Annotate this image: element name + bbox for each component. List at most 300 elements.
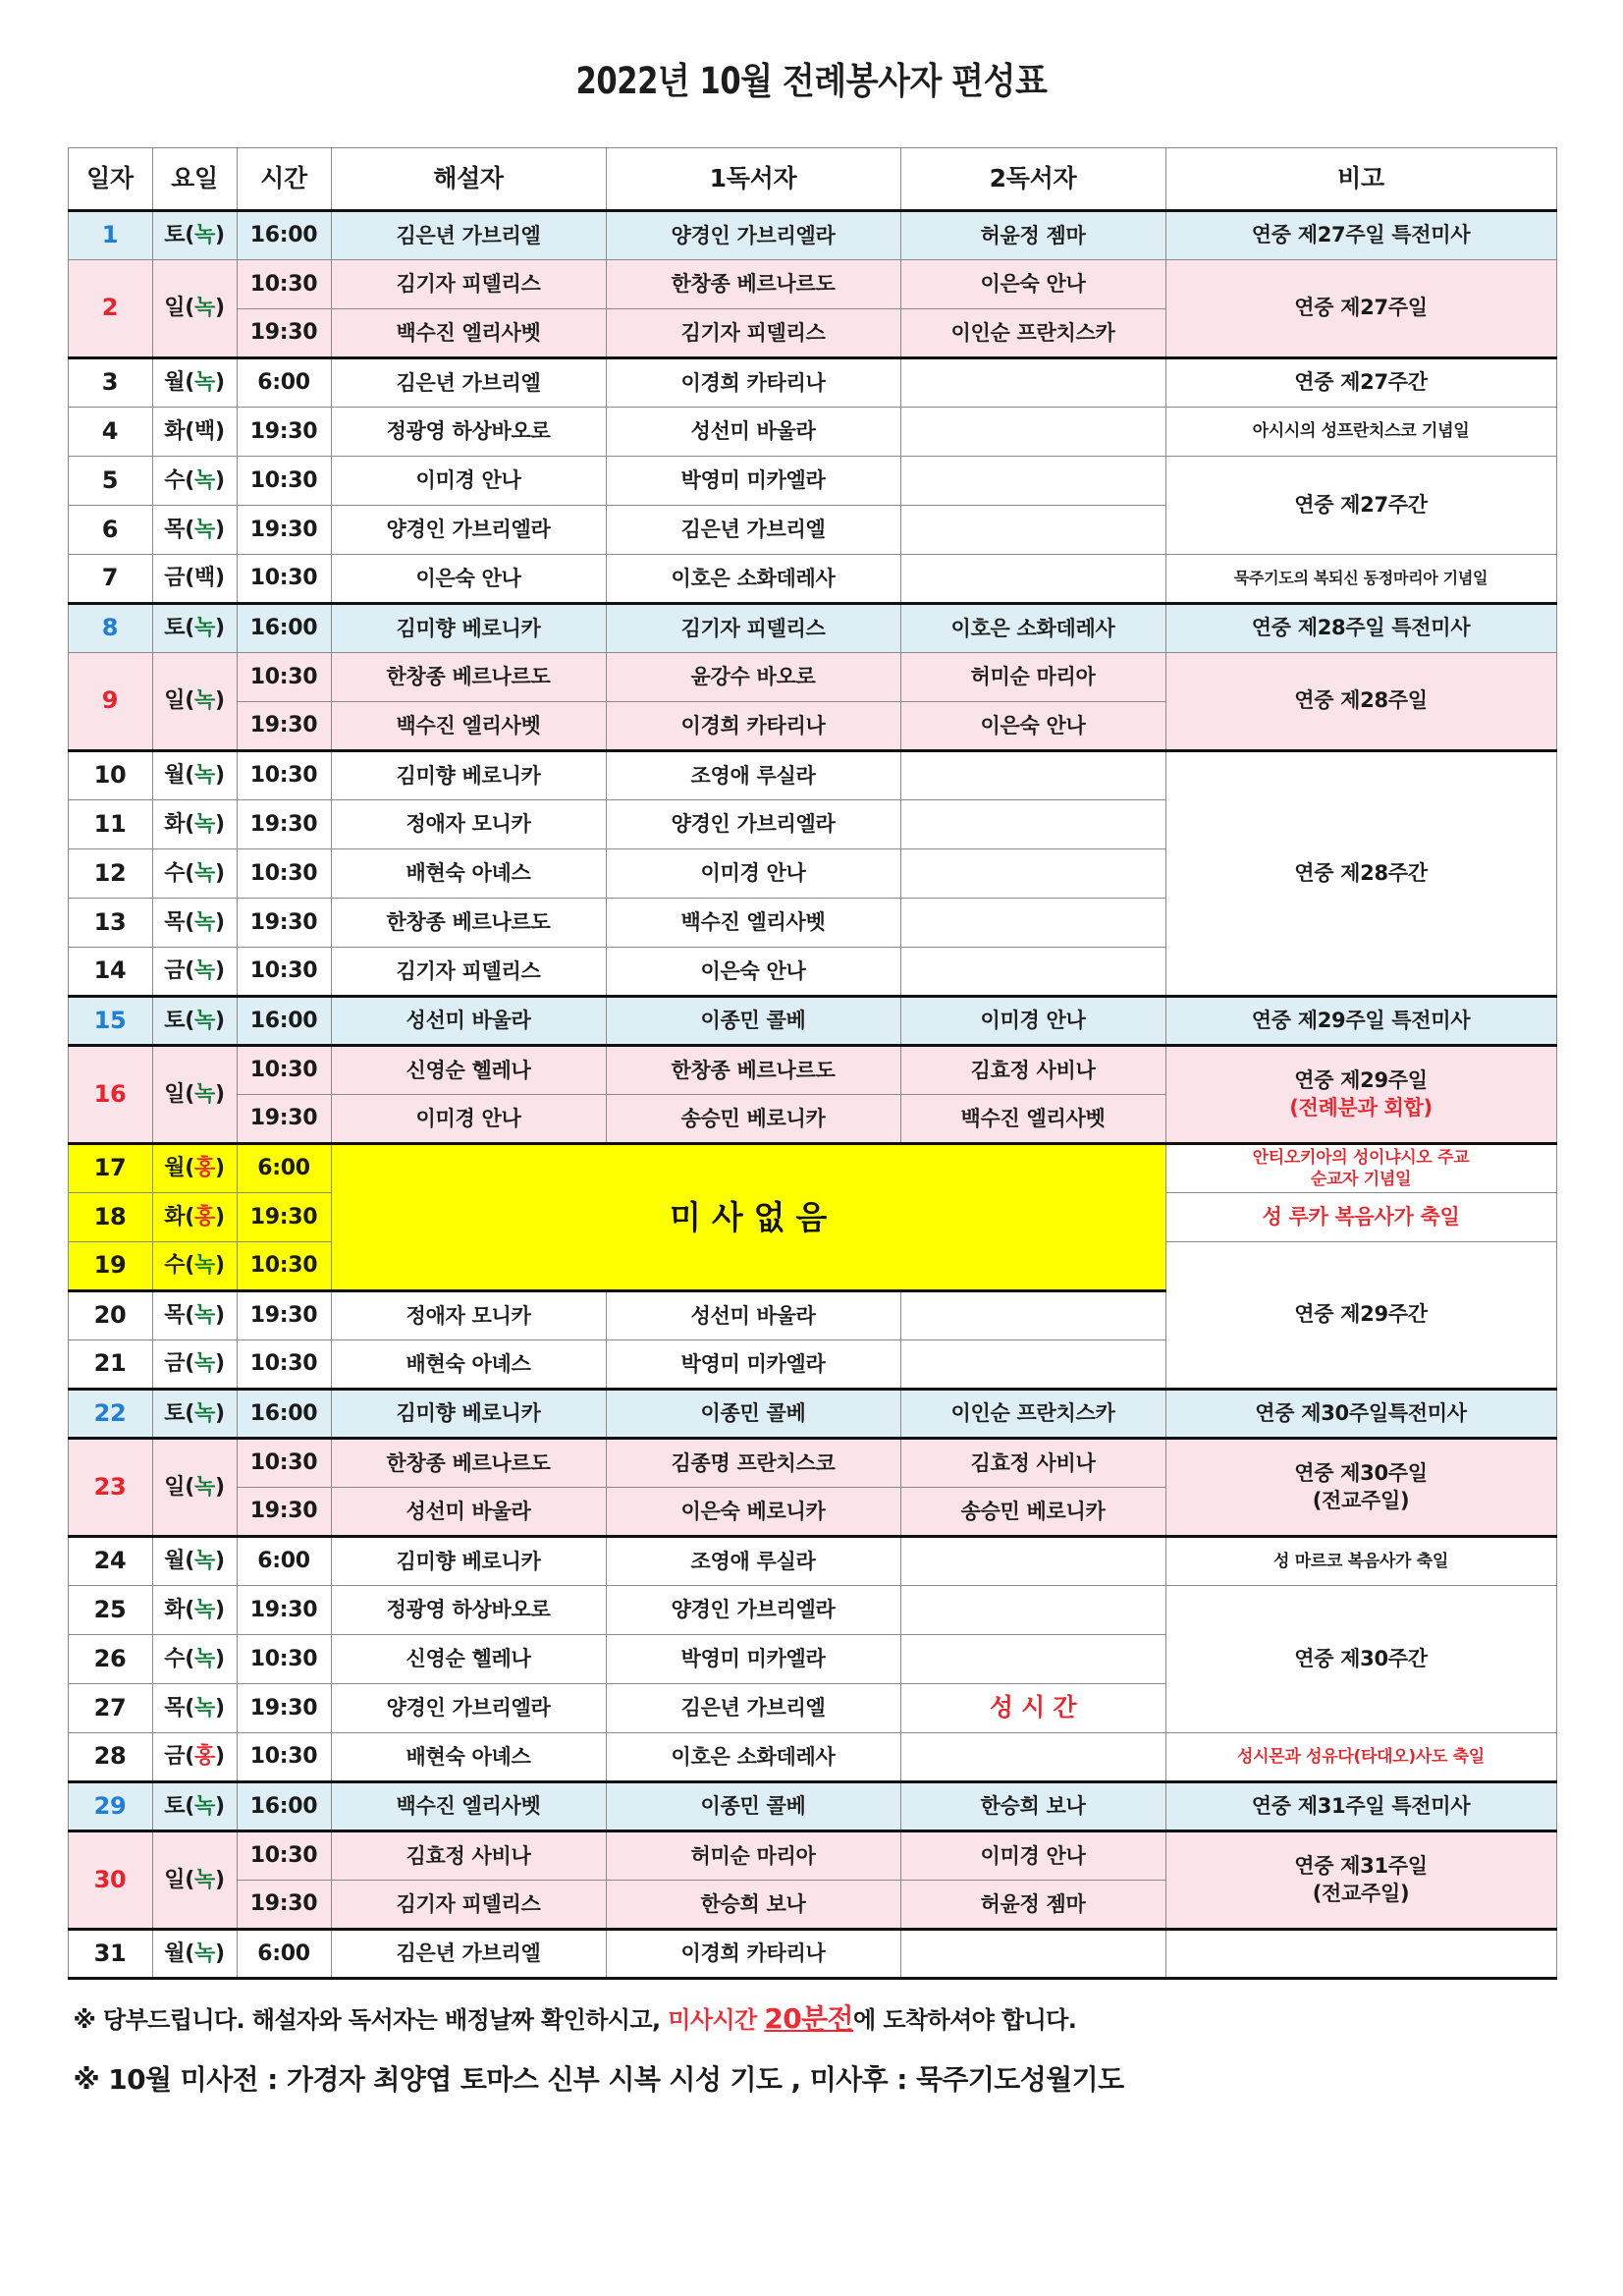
dow-close-paren: ) (214, 1549, 225, 1574)
table-body (68, 211, 1556, 1979)
cell-reader2 (900, 358, 1165, 408)
cell-time: 10:30 (237, 1635, 331, 1684)
liturgical-color-label: 녹 (194, 1793, 215, 1819)
cell-narrator: 김기자 피델리스 (331, 948, 606, 997)
liturgical-color-label: 홍 (194, 1204, 215, 1230)
liturgical-color-label: 녹 (194, 1474, 215, 1500)
note-line1: 연중 제31주일 (1294, 1854, 1428, 1879)
cell-time: 19:30 (237, 1291, 331, 1340)
cell-narrator: 김미향 베로니카 (331, 1390, 606, 1439)
table-row (68, 1586, 1556, 1635)
liturgical-color-label: 녹 (194, 1549, 215, 1574)
footer-notes (68, 1980, 1556, 2098)
cell-reader2 (900, 899, 1165, 948)
dow-day: 일 (164, 688, 186, 714)
dow-close-paren: ) (214, 1793, 225, 1819)
dow-day: 목 (164, 1303, 186, 1329)
cell-note (1165, 457, 1556, 555)
dow-close-paren: ) (214, 1008, 225, 1033)
cell-reader1: 조영애 루실라 (606, 1537, 900, 1586)
liturgical-color-label: 녹 (194, 1597, 215, 1622)
dow-open-paren: ( (185, 1744, 194, 1770)
cell-day-of-week (152, 1242, 237, 1291)
dow-close-paren: ) (214, 296, 225, 321)
cell-reader1: 윤강수 바오로 (606, 653, 900, 702)
cell-reader1: 양경인 가브리엘라 (606, 800, 900, 849)
note-line1: 연중 제30주간 (1294, 1646, 1428, 1670)
cell-narrator: 성선미 바울라 (331, 997, 606, 1046)
dow-close-paren: ) (214, 1646, 225, 1671)
cell-day-of-week (152, 849, 237, 899)
liturgical-color-label: 녹 (194, 860, 215, 886)
cell-narrator: 김은년 가브리엘 (331, 1930, 606, 1979)
cell-reader2 (900, 1635, 1165, 1684)
cell-date: 6 (68, 506, 152, 555)
note-line1: 연중 제29주일 (1294, 1068, 1428, 1093)
cell-date: 31 (68, 1930, 152, 1979)
cell-reader1: 박영미 미카엘라 (606, 1340, 900, 1390)
cell-narrator: 김기자 피델리스 (331, 260, 606, 309)
cell-reader1: 성선미 바울라 (606, 1291, 900, 1340)
cell-time: 10:30 (237, 1831, 331, 1881)
dow-close-paren: ) (214, 1744, 225, 1770)
cell-day-of-week (152, 260, 237, 358)
dow-day: 월 (164, 763, 186, 789)
cell-reader2: 허윤정 젬마 (900, 211, 1165, 260)
table-row (68, 211, 1556, 260)
footer-note-arrival-text2: 에 도착하셔야 합니다. (853, 2006, 1077, 2034)
cell-time: 16:00 (237, 211, 331, 260)
note-line1: 연중 제28주일 특전미사 (1251, 616, 1471, 640)
cell-day-of-week (152, 358, 237, 408)
cell-narrator: 정애자 모니카 (331, 800, 606, 849)
cell-reader1: 김은년 가브리엘 (606, 506, 900, 555)
cell-date: 22 (68, 1390, 152, 1439)
cell-narrator: 정애자 모니카 (331, 1291, 606, 1340)
dow-day: 토 (164, 616, 186, 641)
dow-open-paren: ( (185, 1549, 194, 1574)
cell-time: 19:30 (237, 1193, 331, 1242)
cell-time: 10:30 (237, 849, 331, 899)
dow-open-paren: ( (185, 296, 194, 321)
table-row (68, 1733, 1556, 1782)
cell-day-of-week (152, 1782, 237, 1831)
column-header-date: 일자 (68, 148, 152, 211)
cell-reader2: 이은숙 안나 (900, 702, 1165, 751)
cell-note (1165, 604, 1556, 653)
cell-date: 17 (68, 1144, 152, 1193)
cell-reader1: 양경인 가브리엘라 (606, 211, 900, 260)
note-line2: (전교주일) (1312, 1488, 1410, 1512)
cell-date: 11 (68, 800, 152, 849)
note-line1: 성시몬과 성유다(타대오)사도 축일 (1237, 1746, 1485, 1767)
dow-close-paren: ) (214, 1941, 225, 1966)
cell-reader2: 송승민 베로니카 (900, 1488, 1165, 1537)
cell-date: 2 (68, 260, 152, 358)
cell-reader1: 조영애 루실라 (606, 751, 900, 800)
table-row (68, 751, 1556, 800)
dow-open-paren: ( (185, 860, 194, 886)
dow-day: 화 (164, 1204, 186, 1230)
table-row (68, 457, 1556, 506)
liturgical-color-label: 녹 (194, 1400, 215, 1426)
liturgical-color-label: 녹 (194, 517, 215, 542)
dow-day: 일 (164, 1081, 186, 1107)
dow-day: 월 (164, 1941, 186, 1966)
dow-day: 토 (164, 1793, 186, 1819)
cell-narrator: 신영순 헬레나 (331, 1046, 606, 1095)
dow-open-paren: ( (185, 370, 194, 396)
column-header-reader1: 1독서자 (606, 148, 900, 211)
cell-time: 10:30 (237, 1733, 331, 1782)
dow-day: 화 (164, 418, 186, 444)
cell-reader1: 이경희 카타리나 (606, 358, 900, 408)
cell-date: 5 (68, 457, 152, 506)
liturgical-color-label: 백 (194, 418, 215, 444)
cell-narrator: 김은년 가브리엘 (331, 211, 606, 260)
dow-open-paren: ( (185, 1253, 194, 1279)
cell-note (1165, 1193, 1556, 1242)
cell-day-of-week (152, 1586, 237, 1635)
dow-open-paren: ( (185, 1400, 194, 1426)
dow-day: 수 (164, 1253, 186, 1279)
dow-open-paren: ( (185, 1793, 194, 1819)
cell-date: 24 (68, 1537, 152, 1586)
dow-open-paren: ( (185, 1474, 194, 1500)
cell-time: 10:30 (237, 653, 331, 702)
note-line1: 연중 제29주간 (1294, 1302, 1428, 1327)
dow-close-paren: ) (214, 223, 225, 248)
dow-day: 화 (164, 811, 186, 837)
cell-reader1: 이호은 소화데레사 (606, 555, 900, 604)
liturgical-color-label: 녹 (194, 1867, 215, 1892)
cell-reader2 (900, 457, 1165, 506)
cell-narrator: 양경인 가브리엘라 (331, 506, 606, 555)
cell-reader2 (900, 1733, 1165, 1782)
cell-date: 28 (68, 1733, 152, 1782)
cell-time: 16:00 (237, 604, 331, 653)
liturgical-color-label: 녹 (194, 958, 215, 984)
cell-reader1: 김기자 피델리스 (606, 309, 900, 358)
note-line1: 연중 제27주간 (1294, 492, 1428, 517)
cell-date: 25 (68, 1586, 152, 1635)
cell-time: 16:00 (237, 1390, 331, 1439)
table-row (68, 1046, 1556, 1095)
cell-date: 30 (68, 1831, 152, 1930)
cell-day-of-week (152, 899, 237, 948)
liturgical-color-label: 녹 (194, 1081, 215, 1107)
table-row (68, 997, 1556, 1046)
page-title: 2022년 10월 전례봉사자 편성표 (575, 60, 1048, 102)
dow-day: 목 (164, 517, 186, 542)
liturgical-color-label: 녹 (194, 811, 215, 837)
cell-narrator: 성선미 바울라 (331, 1488, 606, 1537)
cell-narrator: 이미경 안나 (331, 457, 606, 506)
cell-narrator: 양경인 가브리엘라 (331, 1684, 606, 1733)
liturgical-color-label: 녹 (194, 370, 215, 396)
dow-open-paren: ( (185, 1204, 194, 1230)
cell-reader1: 김은년 가브리엘 (606, 1684, 900, 1733)
cell-day-of-week (152, 1635, 237, 1684)
footer-note-masstime-label: 미사시간 (668, 2006, 765, 2034)
dow-close-paren: ) (214, 467, 225, 493)
liturgical-color-label: 홍 (194, 1744, 215, 1770)
cell-note (1165, 1046, 1556, 1144)
cell-reader2 (900, 1537, 1165, 1586)
note-line1: 연중 제30주일특전미사 (1255, 1400, 1467, 1425)
cell-time: 19:30 (237, 309, 331, 358)
cell-note (1165, 211, 1556, 260)
cell-reader1: 이미경 안나 (606, 849, 900, 899)
liturgical-color-label: 녹 (194, 1253, 215, 1279)
cell-time: 6:00 (237, 1144, 331, 1193)
liturgical-color-label: 녹 (194, 223, 215, 248)
dow-close-paren: ) (214, 1351, 225, 1377)
cell-time: 10:30 (237, 260, 331, 309)
cell-date: 12 (68, 849, 152, 899)
cell-day-of-week (152, 800, 237, 849)
cell-time: 19:30 (237, 1684, 331, 1733)
cell-date: 9 (68, 653, 152, 751)
cell-time: 10:30 (237, 457, 331, 506)
cell-day-of-week (152, 1831, 237, 1930)
dow-close-paren: ) (214, 1253, 225, 1279)
cell-day-of-week (152, 1684, 237, 1733)
cell-reader2 (900, 1340, 1165, 1390)
dow-day: 토 (164, 1400, 186, 1426)
dow-close-paren: ) (214, 958, 225, 984)
cell-date: 4 (68, 408, 152, 457)
dow-day: 수 (164, 860, 186, 886)
cell-narrator: 한창종 베르나르도 (331, 653, 606, 702)
cell-reader2: 이미경 안나 (900, 997, 1165, 1046)
dow-day: 금 (164, 1351, 186, 1377)
dow-open-paren: ( (185, 909, 194, 935)
dow-close-paren: ) (214, 370, 225, 396)
cell-note (1165, 1390, 1556, 1439)
cell-date: 27 (68, 1684, 152, 1733)
dow-open-paren: ( (185, 1941, 194, 1966)
cell-reader1: 이경희 카타리나 (606, 702, 900, 751)
cell-narrator: 김은년 가브리엘 (331, 358, 606, 408)
dow-open-paren: ( (185, 1351, 194, 1377)
cell-time: 10:30 (237, 948, 331, 997)
no-mass-banner: 미 사 없 음 (331, 1144, 1165, 1291)
table-row (68, 555, 1556, 604)
cell-holy-hour: 성 시 간 (900, 1684, 1165, 1733)
cell-date: 23 (68, 1439, 152, 1537)
cell-day-of-week (152, 457, 237, 506)
liturgical-color-label: 녹 (194, 1351, 215, 1377)
liturgical-color-label: 백 (194, 566, 215, 591)
cell-time: 19:30 (237, 702, 331, 751)
cell-note (1165, 997, 1556, 1046)
cell-narrator: 정광영 하상바오로 (331, 408, 606, 457)
cell-time: 19:30 (237, 506, 331, 555)
cell-reader1: 백수진 엘리사벳 (606, 899, 900, 948)
cell-day-of-week (152, 653, 237, 751)
cell-reader1: 이은숙 안나 (606, 948, 900, 997)
dow-day: 목 (164, 1695, 186, 1721)
cell-day-of-week (152, 1193, 237, 1242)
cell-reader2 (900, 1291, 1165, 1340)
cell-reader1: 이호은 소화데레사 (606, 1733, 900, 1782)
note-line1: 아시시의 성프란치스코 기념일 (1252, 421, 1470, 442)
cell-time: 19:30 (237, 1881, 331, 1930)
cell-note (1165, 260, 1556, 358)
cell-narrator: 백수진 엘리사벳 (331, 1782, 606, 1831)
cell-time: 19:30 (237, 1488, 331, 1537)
cell-day-of-week (152, 1340, 237, 1390)
cell-reader1: 이종민 콜베 (606, 1782, 900, 1831)
cell-day-of-week (152, 751, 237, 800)
cell-day-of-week (152, 1046, 237, 1144)
dow-day: 토 (164, 223, 186, 248)
cell-narrator: 한창종 베르나르도 (331, 1439, 606, 1488)
cell-date: 20 (68, 1291, 152, 1340)
dow-open-paren: ( (185, 467, 194, 493)
column-header-dayofweek: 요일 (152, 148, 237, 211)
note-line1: 연중 제27주일 (1294, 296, 1428, 320)
cell-time: 6:00 (237, 358, 331, 408)
cell-note (1165, 1782, 1556, 1831)
column-header-time: 시간 (237, 148, 331, 211)
cell-reader2 (900, 948, 1165, 997)
cell-reader2: 이은숙 안나 (900, 260, 1165, 309)
cell-narrator: 한창종 베르나르도 (331, 899, 606, 948)
cell-reader1: 양경인 가브리엘라 (606, 1586, 900, 1635)
cell-note (1165, 408, 1556, 457)
cell-reader1: 한승희 보나 (606, 1881, 900, 1930)
dow-day: 토 (164, 1008, 186, 1033)
note-line1: 연중 제28주일 (1294, 688, 1428, 713)
footer-note-arrival (68, 1997, 1556, 2037)
note-line1: 연중 제27주일 특전미사 (1251, 223, 1471, 247)
dow-open-paren: ( (185, 763, 194, 789)
dow-close-paren: ) (214, 1695, 225, 1721)
dow-day: 목 (164, 909, 186, 935)
liturgical-color-label: 녹 (194, 1646, 215, 1671)
header-row (68, 148, 1556, 211)
dow-day: 월 (164, 1549, 186, 1574)
table-row (68, 358, 1556, 408)
cell-day-of-week (152, 408, 237, 457)
dow-close-paren: ) (214, 1474, 225, 1500)
cell-time: 10:30 (237, 1046, 331, 1095)
table-row (68, 1782, 1556, 1831)
dow-open-paren: ( (185, 418, 194, 444)
cell-reader1: 송승민 베로니카 (606, 1095, 900, 1144)
dow-day: 금 (164, 566, 186, 591)
cell-time: 10:30 (237, 555, 331, 604)
dow-open-paren: ( (185, 1695, 194, 1721)
cell-narrator: 김기자 피델리스 (331, 1881, 606, 1930)
cell-date: 3 (68, 358, 152, 408)
cell-day-of-week (152, 506, 237, 555)
cell-time: 19:30 (237, 899, 331, 948)
dow-close-paren: ) (214, 1204, 225, 1230)
table-row (68, 1439, 1556, 1488)
table-row (68, 408, 1556, 457)
liturgical-color-label: 녹 (194, 1941, 215, 1966)
cell-reader2 (900, 1930, 1165, 1979)
dow-close-paren: ) (214, 418, 225, 444)
cell-day-of-week (152, 948, 237, 997)
dow-day: 일 (164, 296, 186, 321)
cell-day-of-week (152, 1144, 237, 1193)
dow-day: 화 (164, 1597, 186, 1622)
column-header-note: 비고 (1165, 148, 1556, 211)
cell-narrator: 김미향 베로니카 (331, 1537, 606, 1586)
note-line1: 성 루카 복음사가 축일 (1262, 1204, 1460, 1229)
cell-date: 10 (68, 751, 152, 800)
liturgical-color-label: 녹 (194, 1695, 215, 1721)
cell-reader2: 이미경 안나 (900, 1831, 1165, 1881)
table-row (68, 1831, 1556, 1881)
cell-date: 16 (68, 1046, 152, 1144)
liturgical-color-label: 녹 (194, 1303, 215, 1329)
note-line1: 연중 제30주일 (1294, 1461, 1428, 1486)
column-header-reader2: 2독서자 (900, 148, 1165, 211)
cell-time: 16:00 (237, 997, 331, 1046)
cell-narrator: 배현숙 아녜스 (331, 849, 606, 899)
note-line2: (전교주일) (1312, 1881, 1410, 1905)
dow-open-paren: ( (185, 1303, 194, 1329)
dow-open-paren: ( (185, 958, 194, 984)
cell-narrator: 이은숙 안나 (331, 555, 606, 604)
cell-narrator: 김효정 사비나 (331, 1831, 606, 1881)
cell-note (1165, 653, 1556, 751)
note-line1: 연중 제27주간 (1294, 370, 1428, 395)
cell-reader1: 이경희 카타리나 (606, 1930, 900, 1979)
table-row (68, 260, 1556, 309)
dow-day: 월 (164, 370, 186, 396)
column-header-narrator: 해설자 (331, 148, 606, 211)
cell-narrator: 정광영 하상바오로 (331, 1586, 606, 1635)
cell-reader2: 허윤정 젬마 (900, 1881, 1165, 1930)
cell-narrator: 신영순 헬레나 (331, 1635, 606, 1684)
cell-reader1: 이은숙 베로니카 (606, 1488, 900, 1537)
cell-time: 6:00 (237, 1930, 331, 1979)
cell-time: 19:30 (237, 800, 331, 849)
dow-day: 금 (164, 1744, 186, 1770)
dow-close-paren: ) (214, 763, 225, 789)
dow-close-paren: ) (214, 1597, 225, 1622)
dow-close-paren: ) (214, 1156, 225, 1181)
cell-reader1: 한창종 베르나르도 (606, 260, 900, 309)
cell-reader2: 이호은 소화데레사 (900, 604, 1165, 653)
cell-day-of-week (152, 1733, 237, 1782)
note-line1: 안티오키아의 성이냐시오 주교 (1252, 1147, 1470, 1168)
dow-close-paren: ) (214, 860, 225, 886)
cell-reader2: 이인순 프란치스카 (900, 309, 1165, 358)
cell-narrator: 배현숙 아녜스 (331, 1733, 606, 1782)
dow-open-paren: ( (185, 1646, 194, 1671)
table-row (68, 1930, 1556, 1979)
dow-open-paren: ( (185, 616, 194, 641)
cell-narrator: 김미향 베로니카 (331, 751, 606, 800)
cell-date: 13 (68, 899, 152, 948)
note-line2: 순교자 기념일 (1310, 1170, 1412, 1189)
dow-open-paren: ( (185, 566, 194, 591)
cell-reader1: 이종민 콜베 (606, 1390, 900, 1439)
dow-open-paren: ( (185, 688, 194, 714)
dow-open-paren: ( (185, 223, 194, 248)
table-row (68, 1144, 1556, 1193)
note-line1: 연중 제28주간 (1294, 860, 1428, 885)
cell-note (1165, 1586, 1556, 1733)
schedule-table-wrapper (68, 147, 1556, 1980)
